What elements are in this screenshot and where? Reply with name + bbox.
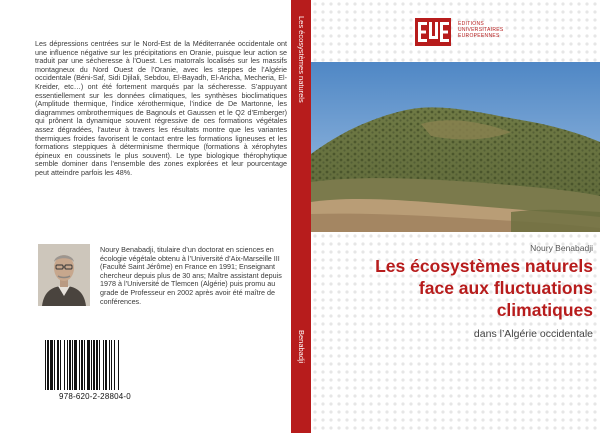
publisher-name-line-1: EDITIONS	[458, 21, 485, 27]
author-photo	[38, 244, 90, 306]
back-cover	[15, 12, 290, 433]
barcode	[41, 340, 149, 390]
front-author-name: Noury Benabadji	[530, 243, 593, 253]
author-bio: Noury Benabadji, titulaire d’un doctorat en sciences en écologie végétale obtenu à l’Université d’Aix-Marseille III (Faculté Saint Jérôme) en France en 1991; Enseignant chercheur depuis plus de 30 ans; Maître assistant depuis 1978 à l’Université de Tlemcen (Algérie) puis promu au grade de Professeur en 2002 après avoir été maître de conférences.	[100, 245, 282, 306]
book-subtitle: dans l’Algérie occidentale	[473, 328, 593, 340]
isbn: 978-620-2-28804-0	[59, 392, 131, 401]
cover-landscape-photo	[311, 62, 600, 232]
author-portrait-image	[38, 244, 90, 306]
landscape-image	[311, 62, 600, 232]
spine	[291, 0, 311, 433]
front-cover	[311, 0, 600, 433]
spine-author: Benabadji	[297, 330, 306, 364]
spine-title: Les écosystèmes naturels	[297, 16, 306, 103]
publisher-name-line-2: UNIVERSITAIRES	[458, 27, 504, 33]
publisher-name-line-3: EUROPEENNES	[458, 33, 500, 39]
back-cover-blurb: Les dépressions centrées sur le Nord-Est de la Méditerranée occidentale ont une influence négative sur les précipitations en Oranie, puisque leur action se traduit par une sécheresse à l’Ouest. Les matorrals localisés sur les massifs montagneux du Nord Ouest de l’Oranie, avec les steppes de l’Algérie occidentale (Béni-Saf, Sidi Djilali, Sebdou, El-Bayadh, El-Aricha, Mecheria, El-Kreider, etc…) ont été fortement marqués par la sécheresse. S’appuyant essentiellement sur les données climatiques, les synthèses bioclimatiques (Amplitude thermique, l’indice xérothermique, l’indice de De Martonne, les diagrammes ombrothermiques de Bagnouls et Gaussen et le Q2 d’Emberger) qui prônent la dynamique souvent régressive de ces formations végétales assez dégradées, l’auteur à travers les résultats montre que les variantes thermiques froides favorisent le contact entre les formations ligneuses et les formations steppiques à déterminisme thermique (formations à xérophytes épineux en coussinets le plus souvent). Le type biologique thérophytique semble dominer dans l’ensemble des zones explorées et leur pourcentage peut atteindre parfois les 48%.	[35, 39, 287, 177]
publisher-logo-mark	[415, 18, 451, 46]
publisher-logo	[415, 18, 535, 52]
book-title: Les écosystèmes naturels face aux fluctuations climatiques	[375, 256, 593, 320]
